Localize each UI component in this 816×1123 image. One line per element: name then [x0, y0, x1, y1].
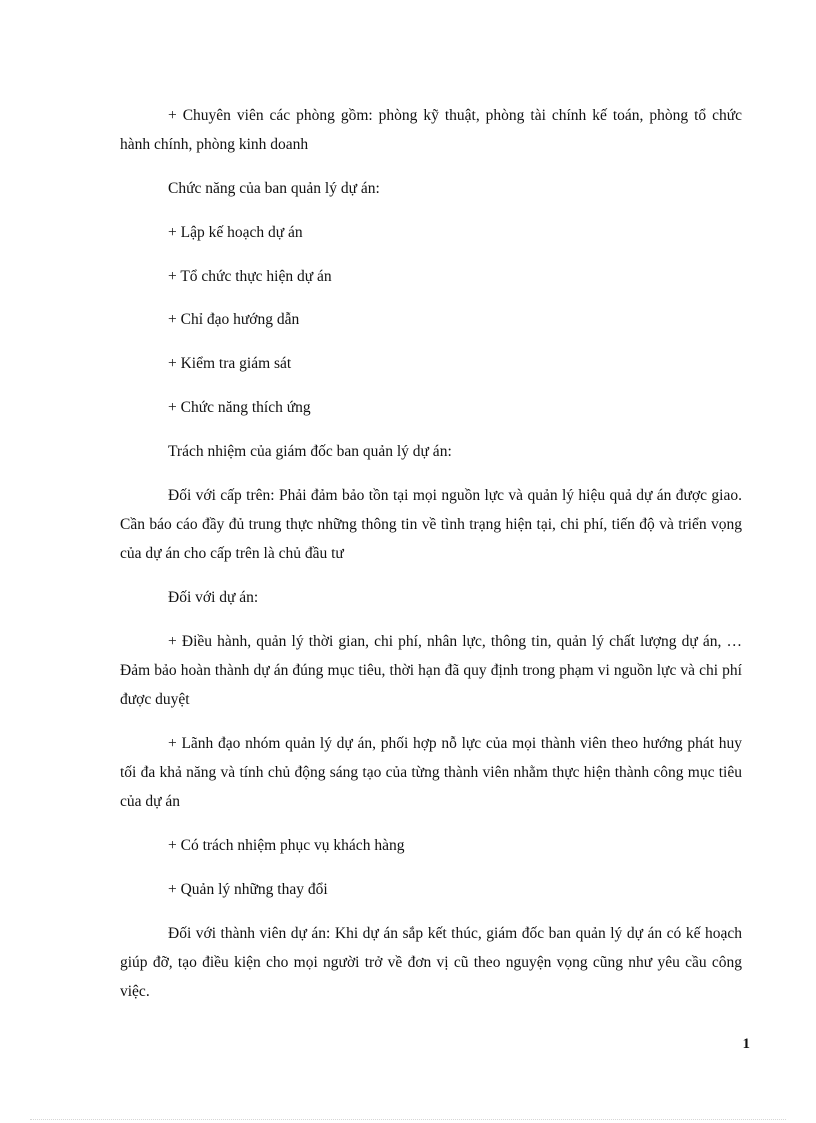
- list-item-supervising: + Kiểm tra giám sát: [168, 355, 292, 373]
- list-item-change-management: + Quản lý những thay đổi: [168, 880, 328, 898]
- paragraph-managing-project: + Điều hành, quản lý thời gian, chi phí, nhân lực, thông tin, quản lý chất lượng dự án, … Đảm bảo hoàn thành dự án đúng mục tiêu, thời hạn đã quy định trong phạm vi nguồn lực và chi phí được duyệt: [120, 632, 742, 708]
- heading-director-responsibilities: Trách nhiệm của giám đốc ban quản lý dự án:: [168, 442, 452, 460]
- list-item-directing: + Chỉ đạo hướng dẫn: [168, 311, 300, 329]
- list-item-adapting: + Chức năng thích ứng: [168, 398, 311, 416]
- page-number: 1: [742, 1036, 750, 1052]
- paragraph-leading-team: + Lãnh đạo nhóm quản lý dự án, phối hợp nỗ lực của mọi thành viên theo hướng phát huy tối đa khả năng và tính chủ động sáng tạo của từng thành viên nhằm thực hiện thành công mục tiêu của dự án: [120, 734, 742, 811]
- paragraph-staff-departments: + Chuyên viên các phòng gồm: phòng kỹ thuật, phòng tài chính kế toán, phòng tổ chức hành chính, phòng kinh doanh: [120, 107, 742, 154]
- paragraph-toward-members: Đối với thành viên dự án: Khi dự án sắp kết thúc, giám đốc ban quản lý dự án có kế hoạch giúp đỡ, tạo điều kiện cho mọi người trở về đơn vị cũ theo nguyện vọng cũng như yêu cầu công việc.: [120, 924, 742, 1000]
- list-item-customer-service: + Có trách nhiệm phục vụ khách hàng: [168, 836, 405, 854]
- heading-toward-project: Đối với dự án:: [168, 588, 259, 606]
- paragraph-toward-superiors: Đối với cấp trên: Phải đảm bảo tồn tại mọi nguồn lực và quản lý hiệu quả dự án được giao. Cần báo cáo đầy đủ trung thực những thông tin về tình trạng hiện tại, chi phí, tiến độ và triển vọng của dự án cho cấp trên là chủ đầu tư: [120, 486, 742, 562]
- document-body: [120, 101, 742, 1021]
- heading-pmb-functions: Chức năng của ban quản lý dự án:: [168, 180, 380, 197]
- list-item-planning: + Lập kế hoạch dự án: [168, 223, 303, 241]
- list-item-organizing: + Tổ chức thực hiện dự án: [168, 267, 332, 285]
- page-bottom-divider: [30, 1119, 786, 1120]
